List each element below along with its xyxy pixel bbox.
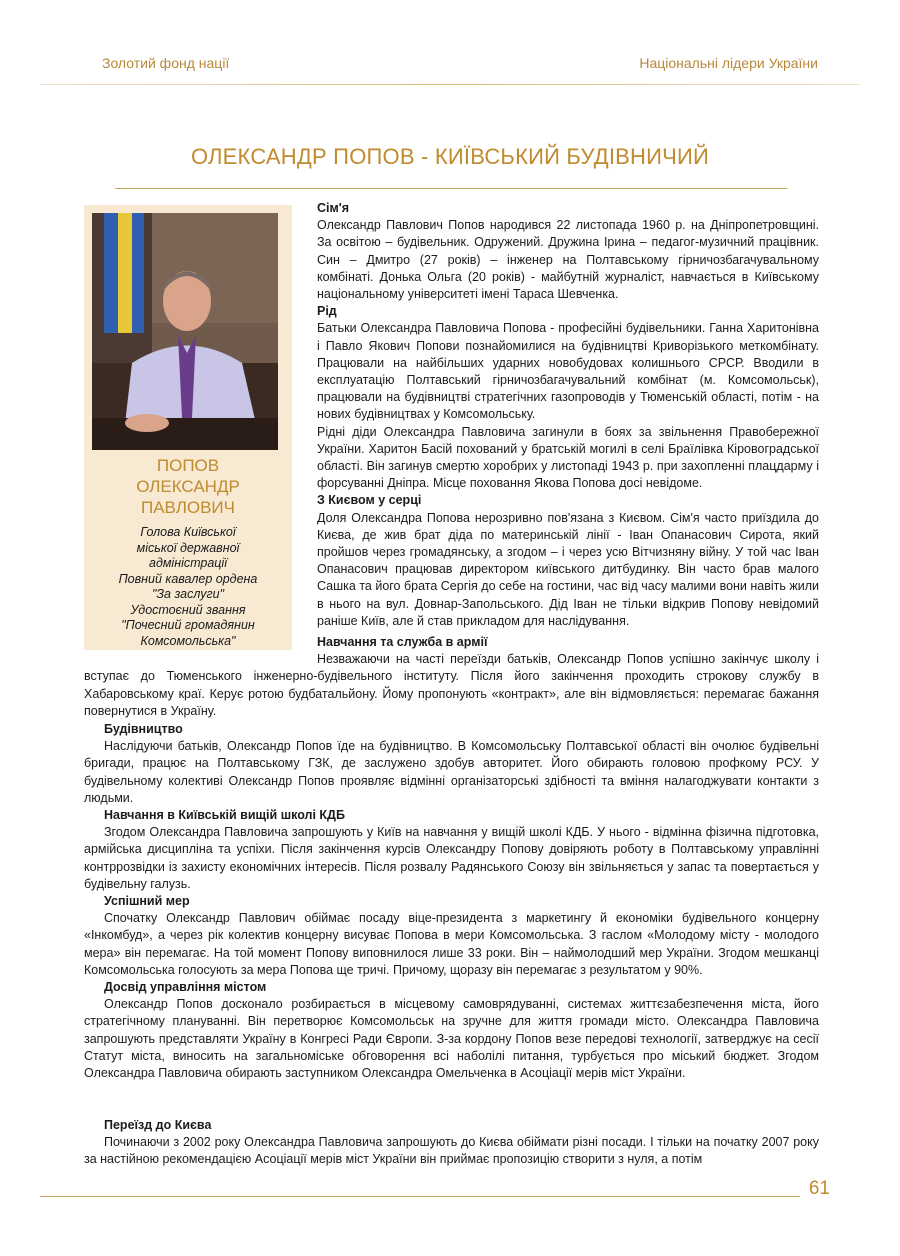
article-title: ОЛЕКСАНДР ПОПОВ - КИЇВСЬКИЙ БУДІВНИЧИЙ xyxy=(190,144,710,169)
portrait-illustration xyxy=(92,213,278,450)
section-text-family: Олександр Павлович Попов народився 22 листопада 1960 р. на Дніпропетровщині. За освітою – будівельник. Одружений. Дружина Ірина – педагог-музичний працівник. Син – Дмитро (27 років) – інженер на Полтавському гірничозбагачувальному комбінаті. Донька Ольга (20 років) - майбутній журналіст, навчається в Київському національному університеті імені Тараса Шевченка. xyxy=(317,218,819,302)
section-heading-kgb-school: Навчання в Київській вищій школі КДБ xyxy=(104,808,345,823)
footer-divider xyxy=(40,1196,800,1197)
header-divider xyxy=(40,84,860,85)
running-header-right: Національні лідери України xyxy=(639,55,818,71)
section-heading-family: Сім'я xyxy=(317,201,350,215)
section-text-study-army: Незважаючи на часті переїзди батьків, Олександр Попов успішно закінчує школу і вступає до Тюменського інженерно-будівельного інституту. Після його закінчення проходить строкову службу в Хабаровському краї. Керує ротою будбатальйону. Йому пропонують «контракт», але він відмовляється: перемагає бажання повернутися в Україну. xyxy=(84,652,819,718)
section-heading-kin: Рід xyxy=(317,304,337,319)
running-header-left: Золотий фонд нації xyxy=(102,55,230,71)
person-name xyxy=(84,455,292,518)
title-line: Комсомольська" xyxy=(140,633,236,648)
title-line: міської державної xyxy=(136,540,240,555)
person-titles xyxy=(84,525,292,649)
section-text-construction: Наслідуючи батьків, Олександр Попов їде на будівництво. В Комсомольську Полтавської області він очолює будівельні бригади, працює на Полтавському ГЗК, де заслужено здобув авторитет. Його обирають головою профкому РСУ. У будівельному колективі Олександр Попов проявляє відмінні організаторські здібності та вміння налагоджувати контакти з людьми. xyxy=(84,739,819,805)
section-heading-city-mgmt: Досвід управління містом xyxy=(104,980,267,995)
section-text-move-kyiv: Починаючи з 2002 року Олександра Павловича запрошують до Києва обіймати різні посади. І тільки на початку 2007 року за настійною рекомендацією Асоціації мерів міст України він приймає пропозицію створити з нуля, а потім xyxy=(84,1135,819,1167)
portrait-photo xyxy=(92,213,278,450)
section-text-mayor: Спочатку Олександр Павлович обіймає посаду віце-президента з маркетингу й економіки будівельного концерну «Інкомбуд», а через рік колектив концерну висуває Попова в мери Комсомольська. З гаслом «Молодому місту - молодого мера» він перемагає. На той момент Попову виповнилося лише 33 роки. Він – наймолодший мер України. Згодом мешканці Комсомольська голосують за мера Попова ще тричі. Причому, щоразу він перемагає з результатом у 90%. xyxy=(84,911,819,977)
portrait-panel xyxy=(84,205,292,650)
section-heading-mayor: Успішний мер xyxy=(104,894,190,909)
person-name-line: ПАВЛОВИЧ xyxy=(141,498,235,517)
title-line: Повний кавалер ордена xyxy=(118,571,258,586)
title-line: "За заслуги" xyxy=(151,587,225,601)
main-text-lower xyxy=(84,721,819,1082)
section-text-kin-1: Батьки Олександра Павловича Попова - професійні будівельники. Ганна Харитонівна і Павло Якович Попови познайомилися на будівництві Криворізького меткомбінату. Працювали на найбільших ударних новобудовах колишнього СРСР. Вводили в експлуатацію Полтавський гірничозбагачувальний комбінат (м. Комсомольськ), працювали на будівництві стратегічних газопроводів у Тюменській області, потім - на нових будівництвах у Комсомольську. xyxy=(317,321,819,422)
section-heading-kyiv-heart: З Києвом у серці xyxy=(317,493,422,508)
title-line: Голова Київської xyxy=(140,525,236,539)
study-army-block xyxy=(84,634,819,720)
section-text-kin-2: Рідні діди Олександра Павловича загинули в боях за звільнення Правобережної України. Харитон Басій похований у братській могилі в селі Браїлівка Кіровоградської області. Він загинув смертю хоробрих у листопаді 1943 р. при захопленні плацдарму і форсуванні Дніпра. Місце поховання Якова Попова досі невідоме. xyxy=(317,424,819,491)
title-line: Удостоєний звання xyxy=(130,602,246,617)
move-kyiv-block xyxy=(84,1117,819,1169)
section-heading-study-army: Навчання та служба в армії xyxy=(317,635,488,649)
page-number: 61 xyxy=(808,1178,830,1199)
section-text-kgb-school: Згодом Олександра Павловича запрошують у Київ на навчання у вищій школі КДБ. У нього - відмінна фізична підготовка, армійська дисципліна та успіхи. Після закінчення курсів Олександру Попову довіряють роботу в Полтавському управлінні контррозвідки із захисту економічних інтересів. Після розвалу Радянського Союзу він звільняється у запас та повертається у будівельну галузь. xyxy=(84,825,819,891)
section-text-city-mgmt: Олександр Попов досконало розбирається в місцевому самоврядуванні, системах життєзабезпечення міста, його стратегічному плануванні. Він перетворює Комсомольськ на зручне для життя громади місто. Олександра Павловича запрошують представляти Україну в Конгресі Ради Європи. З-за кордону Попов везе передові технології, затверджує на сесії Статут міста, виносить на загальноміське обговорення всі наболілі питання, турбується про міський бюджет. Згодом Олександра Павловича обирають заступником Олександра Омельченка в Асоціації мерів міст України. xyxy=(84,997,819,1081)
title-divider xyxy=(115,188,787,189)
title-line: адміністрації xyxy=(149,556,227,570)
person-name-line: ОЛЕКСАНДР xyxy=(136,477,240,496)
section-heading-move-kyiv: Переїзд до Києва xyxy=(104,1118,212,1132)
right-column xyxy=(317,200,819,630)
section-text-kyiv-heart: Доля Олександра Попова нерозривно пов'язана з Києвом. Сім'я часто приїздила до Києва, де жив брат діда по материнській лінії - Іван Опанасович Сирота, який пройшов через громадянську, а згодом – і через усю Вітчизняну війну. У той час Іван Опанасович працював директором київського дитбудинку. Він часто брав малого Сашка та його брата Сергія до себе на гостини, час від часу малими вони навіть жили в нього на вул. Довнар-Запольського. Дід Іван не тільки відкрив Попову невідомий раніше Київ, але й став прикладом для наслідування. xyxy=(317,510,819,628)
title-line: "Почесний громадянин xyxy=(121,618,255,632)
section-heading-construction: Будівництво xyxy=(104,722,183,736)
person-name-line: ПОПОВ xyxy=(156,456,220,475)
